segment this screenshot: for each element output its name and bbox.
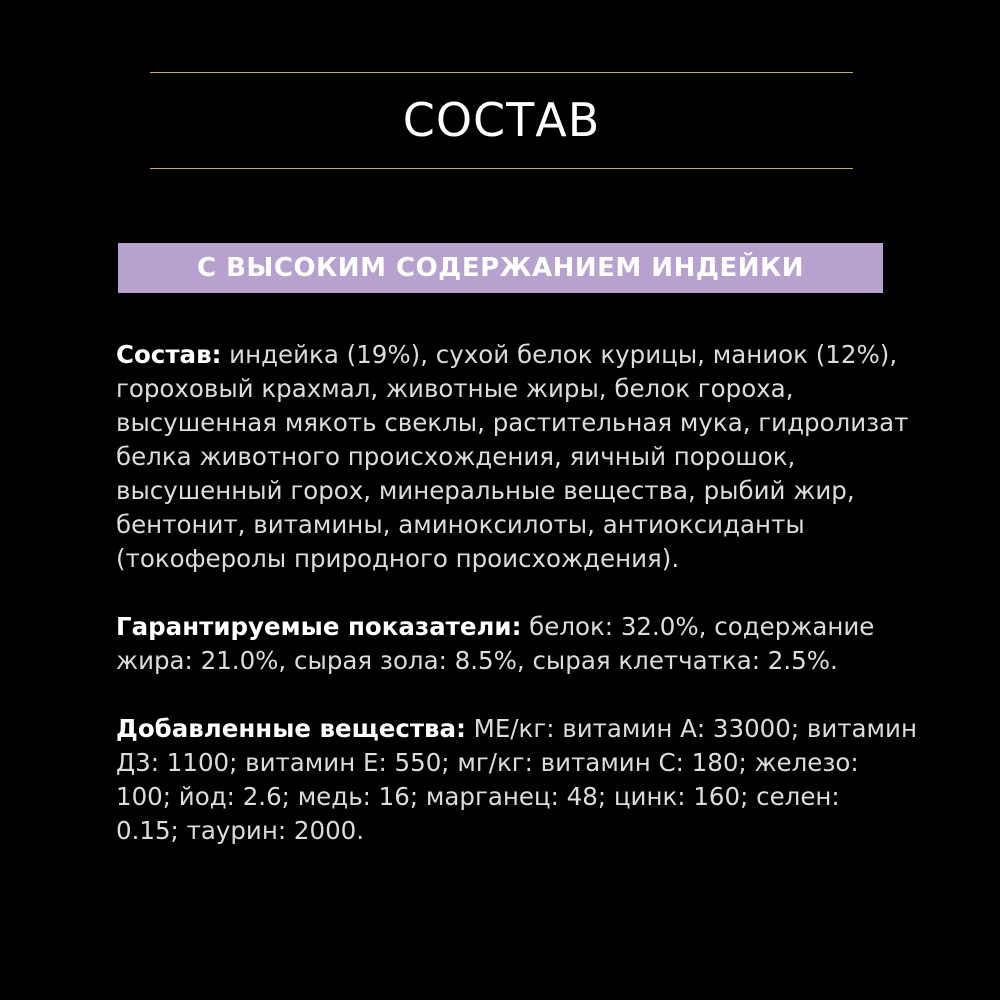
additives-paragraph	[116, 712, 917, 848]
guaranteed-line-1	[116, 610, 896, 644]
top-divider	[150, 72, 853, 73]
bottom-divider	[150, 168, 853, 169]
ingredients-content	[116, 338, 917, 848]
composition-line-2: гороховый крахмал, животные жиры, белок гороха,	[116, 374, 794, 403]
composition-line-1	[116, 338, 896, 372]
additives-text: МЕ/кг: витамин А: 33000; витамин	[465, 714, 917, 743]
composition-line-4: белка животного происхождения, яичный порошок,	[116, 442, 796, 471]
additives-line-4: 0.15; таурин: 2000.	[116, 816, 365, 845]
guaranteed-label: Гарантируемые показатели:	[116, 612, 522, 641]
composition-line-7: (токоферолы природного происхождения).	[116, 544, 680, 573]
composition-line-5: высушенный горох, минеральные вещества, рыбий жир,	[116, 476, 855, 505]
highlight-banner	[118, 243, 883, 293]
additives-line-3: 100; йод: 2.6; медь: 16; марганец: 48; цинк: 160; селен:	[116, 782, 840, 811]
additives-label: Добавленные вещества:	[116, 714, 466, 743]
page-title: СОСТАВ	[402, 93, 601, 147]
composition-line-3: высушенная мякоть свеклы, растительная мука, гидролизат	[116, 408, 909, 437]
composition-text: индейка (19%), сухой белок курицы, маниок (12%),	[221, 340, 898, 369]
additives-line-2: Д3: 1100; витамин Е: 550; мг/кг: витамин С: 180; железо:	[116, 748, 859, 777]
composition-paragraph	[116, 338, 909, 576]
guaranteed-paragraph	[116, 610, 896, 678]
guaranteed-text: белок: 32.0%, содержание	[521, 612, 875, 641]
additives-line-1	[116, 712, 917, 746]
banner-text: С ВЫСОКИМ СОДЕРЖАНИЕМ ИНДЕЙКИ	[196, 253, 805, 283]
guaranteed-line-2: жира: 21.0%, сырая зола: 8.5%, сырая клетчатка: 2.5%.	[116, 646, 838, 675]
composition-line-6: бентонит, витамины, аминоксилоты, антиоксиданты	[116, 510, 805, 539]
composition-label: Состав:	[116, 340, 222, 369]
